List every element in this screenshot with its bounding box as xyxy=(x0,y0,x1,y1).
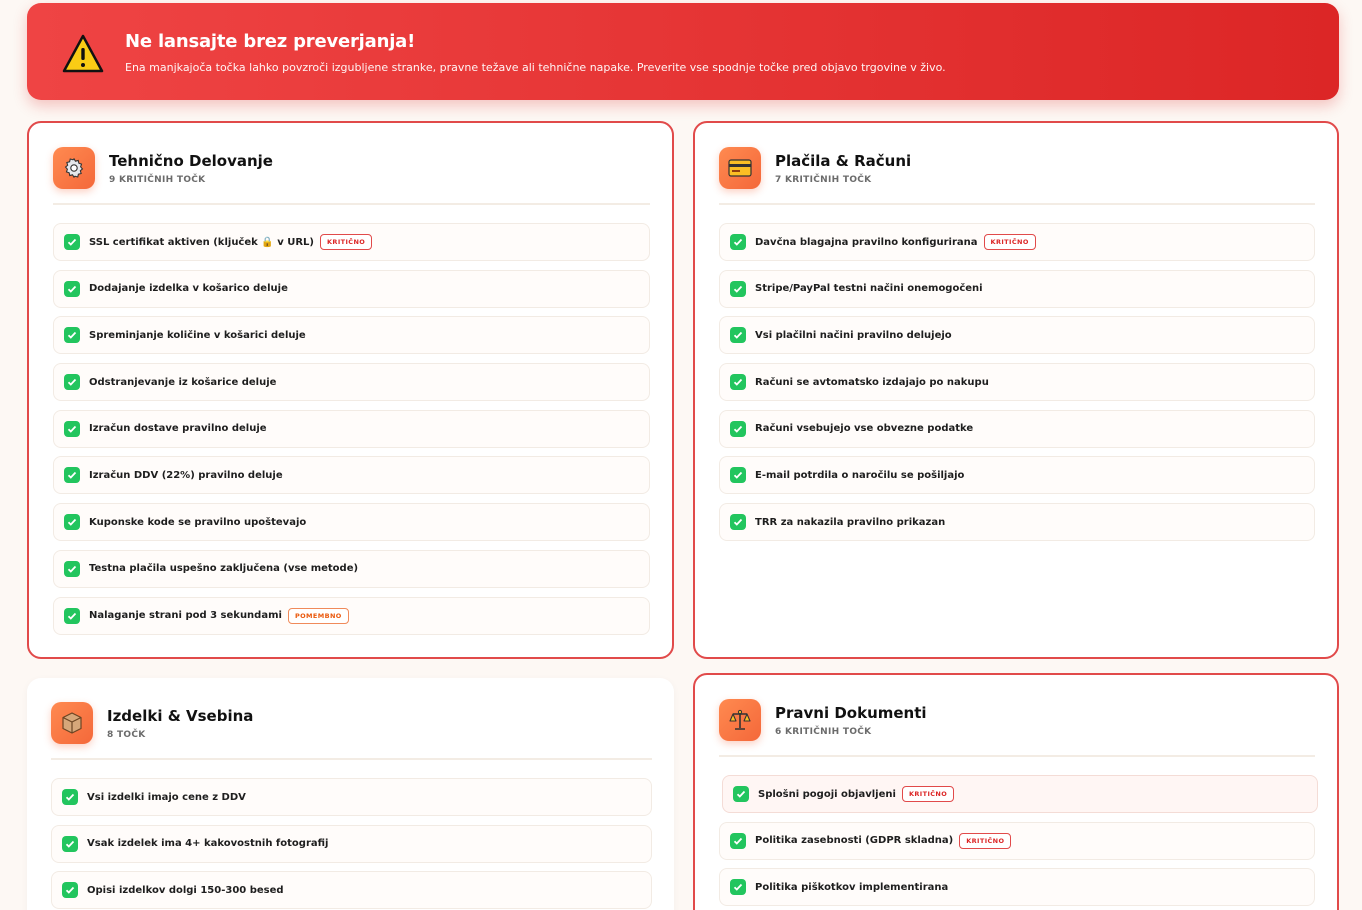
critical-badge: KRITIČNO xyxy=(320,234,372,250)
checklist-item[interactable] xyxy=(53,597,650,635)
checklist xyxy=(719,223,1315,550)
checklist-item[interactable] xyxy=(719,316,1315,354)
checklist-item[interactable] xyxy=(53,503,650,541)
card-title: Tehnično Delovanje xyxy=(109,152,273,170)
checklist xyxy=(51,778,652,910)
package-icon xyxy=(51,702,93,744)
checklist-item[interactable] xyxy=(53,410,650,448)
checklist-item[interactable] xyxy=(53,363,650,401)
checklist-item[interactable] xyxy=(719,410,1315,448)
check-icon[interactable] xyxy=(64,467,80,483)
item-label: Stripe/PayPal testni načini onemogočeni xyxy=(755,283,983,295)
item-label: Računi vsebujejo vse obvezne podatke xyxy=(755,423,974,435)
check-icon[interactable] xyxy=(62,836,78,852)
checklist-item[interactable] xyxy=(53,270,650,308)
item-label: Računi se avtomatsko izdajajo po nakupu xyxy=(755,376,989,388)
card-subtitle: 7 KRITIČNIH TOČK xyxy=(775,175,872,185)
checklist-item[interactable] xyxy=(719,503,1315,541)
item-label: Kuponske kode se pravilno upoštevajo xyxy=(89,516,307,528)
check-icon[interactable] xyxy=(733,786,749,802)
card-payments xyxy=(693,121,1339,659)
card-title: Plačila & Računi xyxy=(775,152,912,170)
checklist-item[interactable] xyxy=(719,270,1315,308)
check-icon[interactable] xyxy=(730,327,746,343)
checklist-item[interactable] xyxy=(53,316,650,354)
check-icon[interactable] xyxy=(730,833,746,849)
card-subtitle: 8 TOČK xyxy=(107,730,146,740)
check-icon[interactable] xyxy=(64,561,80,577)
item-label: Izračun dostave pravilno deluje xyxy=(89,423,267,435)
card-legal xyxy=(693,673,1339,910)
check-icon[interactable] xyxy=(730,467,746,483)
item-label: Politika piškotkov implementirana xyxy=(755,881,949,893)
item-label: Vsi izdelki imajo cene z DDV xyxy=(87,791,246,803)
check-icon[interactable] xyxy=(730,374,746,390)
check-icon[interactable] xyxy=(730,514,746,530)
important-badge: POMEMBNO xyxy=(288,608,349,624)
item-label: TRR za nakazila pravilno prikazan xyxy=(755,516,946,528)
checklist-item[interactable] xyxy=(719,223,1315,261)
checklist xyxy=(719,775,1315,910)
card-title: Izdelki & Vsebina xyxy=(107,707,254,725)
item-label: Splošni pogoji objavljeni xyxy=(758,788,896,800)
check-icon[interactable] xyxy=(730,879,746,895)
card-subtitle: 9 KRITIČNIH TOČK xyxy=(109,175,206,185)
checklist-item[interactable] xyxy=(722,775,1318,813)
critical-badge: KRITIČNO xyxy=(959,833,1011,849)
card-products xyxy=(27,678,674,910)
warning-description: Ena manjkajoča točka lahko povzroči izgubljene stranke, pravne težave ali tehnične napake. Preverite vse spodnje točke pred objavo trgovine v živo. xyxy=(125,61,946,74)
check-icon[interactable] xyxy=(64,234,80,250)
card-subtitle: 6 KRITIČNIH TOČK xyxy=(775,727,872,737)
item-label: Izračun DDV (22%) pravilno deluje xyxy=(89,469,283,481)
item-label: Politika zasebnosti (GDPR skladna) xyxy=(755,835,954,847)
warning-icon xyxy=(62,33,104,75)
checklist-item[interactable] xyxy=(719,363,1315,401)
warning-title: Ne lansajte brez preverjanja! xyxy=(125,31,416,52)
check-icon[interactable] xyxy=(730,421,746,437)
item-label: Odstranjevanje iz košarice deluje xyxy=(89,376,277,388)
item-label: SSL certifikat aktiven (ključek 🔒 v URL) xyxy=(89,236,314,248)
checklist xyxy=(53,223,650,643)
checklist-item[interactable] xyxy=(719,868,1315,906)
scales-icon xyxy=(719,699,761,741)
item-label: Spreminjanje količine v košarici deluje xyxy=(89,329,306,341)
check-icon[interactable] xyxy=(64,421,80,437)
item-label: Nalaganje strani pod 3 sekundami xyxy=(89,610,282,621)
card-header xyxy=(719,699,1315,757)
item-label: Vsi plačilni načini pravilno delujejo xyxy=(755,329,952,341)
checklist-item[interactable] xyxy=(51,871,652,909)
credit-card-icon xyxy=(719,147,761,189)
checklist-item[interactable] xyxy=(719,822,1315,860)
check-icon[interactable] xyxy=(62,789,78,805)
item-label: Vsak izdelek ima 4+ kakovostnih fotografij xyxy=(87,838,329,850)
check-icon[interactable] xyxy=(64,374,80,390)
item-label: E-mail potrdila o naročilu se pošiljajo xyxy=(755,469,965,481)
check-icon[interactable] xyxy=(64,281,80,297)
item-label: Opisi izdelkov dolgi 150-300 besed xyxy=(87,884,284,896)
checklist-item[interactable] xyxy=(719,456,1315,494)
card-header xyxy=(719,147,1315,205)
card-header xyxy=(53,147,650,205)
warning-banner xyxy=(27,3,1339,100)
item-label: Testna plačila uspešno zaključena (vse metode) xyxy=(89,563,359,575)
item-label: Davčna blagajna pravilno konfigurirana xyxy=(755,236,978,248)
check-icon[interactable] xyxy=(62,882,78,898)
check-icon[interactable] xyxy=(64,514,80,530)
critical-badge: KRITIČNO xyxy=(902,786,954,802)
check-icon[interactable] xyxy=(730,234,746,250)
checklist-item[interactable] xyxy=(53,456,650,494)
card-header xyxy=(51,702,652,760)
check-icon[interactable] xyxy=(64,608,80,624)
card-technical xyxy=(27,121,674,659)
checklist-item[interactable] xyxy=(51,778,652,816)
card-title: Pravni Dokumenti xyxy=(775,704,927,722)
checklist-item[interactable] xyxy=(53,550,650,588)
gear-icon xyxy=(53,147,95,189)
check-icon[interactable] xyxy=(730,281,746,297)
checklist-item[interactable] xyxy=(51,825,652,863)
critical-badge: KRITIČNO xyxy=(984,234,1036,250)
item-label: Dodajanje izdelka v košarico deluje xyxy=(89,283,288,295)
checklist-item[interactable] xyxy=(53,223,650,261)
check-icon[interactable] xyxy=(64,327,80,343)
